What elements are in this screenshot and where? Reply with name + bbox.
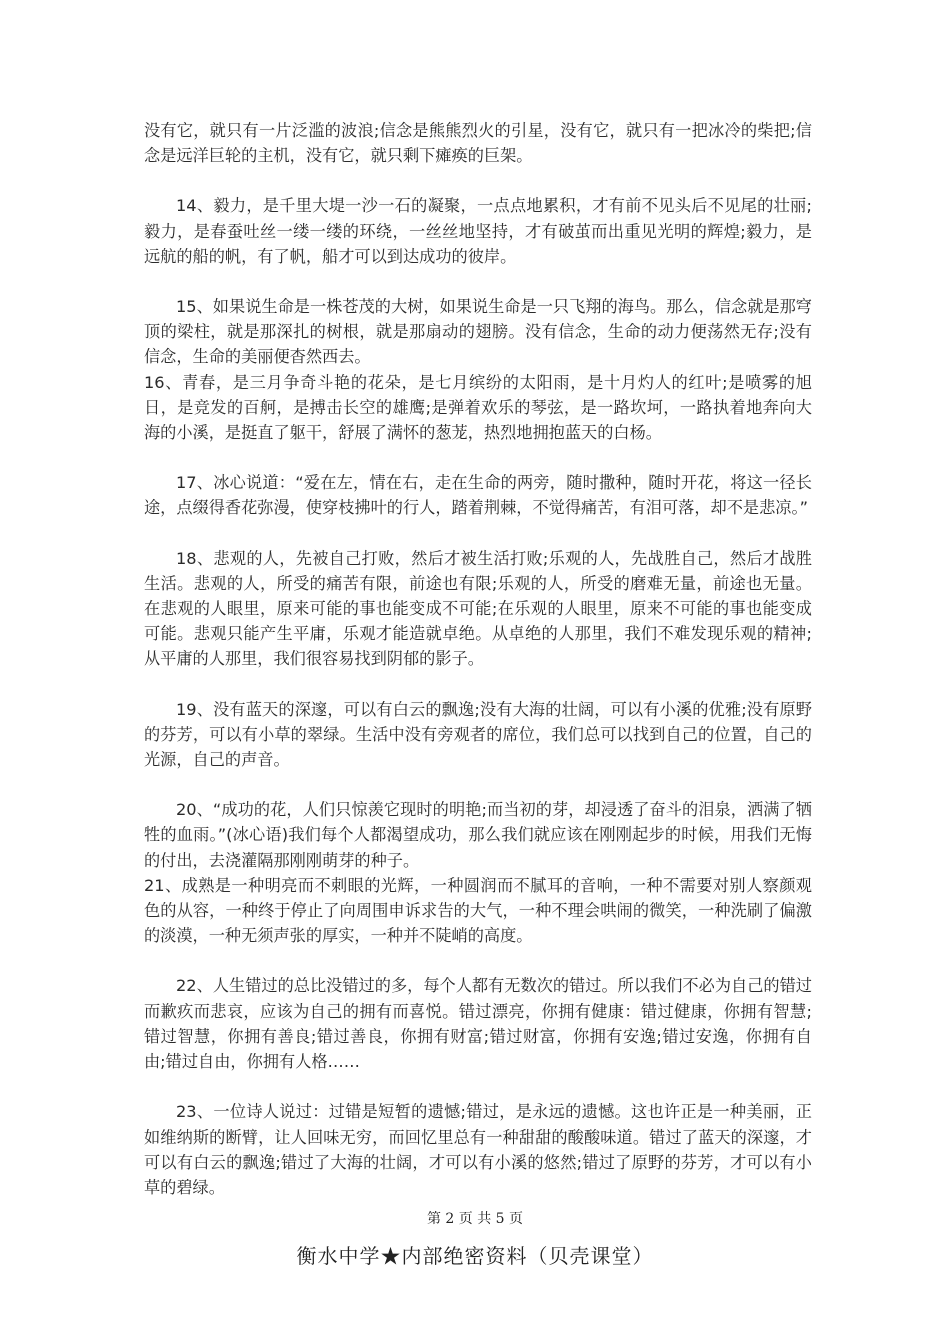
page-footer: 衡水中学★内部绝密资料（贝壳课堂） <box>296 1244 654 1268</box>
paragraph-18: 18、悲观的人，先被自己打败，然后才被生活打败;乐观的人，先战胜自己，然后才战胜生活。悲观的人，所受的痛苦有限，前途也有限;乐观的人，所受的磨难无量，前途也无量。在悲观的人眼里，原来可能的事也能变成不可能;在乐观的人眼里，原来不可能的事也能变成可能。悲观只能产生平庸，乐观才能造就卓绝。从卓绝的人那里，我们不难发现乐观的精神;从平庸的人那里，我们很容易找到阴郁的影子。 <box>144 548 812 669</box>
paragraph-23: 23、一位诗人说过：过错是短暂的遗憾;错过，是永远的遗憾。这也许正是一种美丽，正如维纳斯的断臂，让人回味无穷，而回忆里总有一种甜甜的酸酸味道。错过了蓝天的深邃，才可以有白云的飘逸;错过了大海的壮阔，才可以有小溪的悠然;错过了原野的芬芳，才可以有小草的碧绿。 <box>144 1102 812 1197</box>
paragraph-21: 21、成熟是一种明亮而不刺眼的光辉，一种圆润而不腻耳的音响，一种不需要对别人察颜观色的从容，一种终于停止了向周围申诉求告的大气，一种不理会哄闹的微笑，一种洗刷了偏激的淡漠，一种无须声张的厚实，一种并不陡峭的高度。 <box>144 875 812 946</box>
page-number: 第 2 页 共 5 页 <box>426 1211 524 1227</box>
document-body <box>144 118 812 1200</box>
paragraph-17: 17、冰心说道：“爱在左，情在右，走在生命的两旁，随时撒种，随时开花，将这一径长途，点缀得香花弥漫，使穿枝拂叶的行人，踏着荆棘，不觉得痛苦，有泪可落，却不是悲凉。” <box>144 473 812 518</box>
paragraph-16: 16、青春，是三月争奇斗艳的花朵，是七月缤纷的太阳雨，是十月灼人的红叶;是喷雾的旭日，是竞发的百舸，是搏击长空的雄鹰;是弹着欢乐的琴弦，是一路坎坷，一路执着地奔向大海的小溪，是挺直了躯干，舒展了满怀的葱茏，热烈地拥抱蓝天的白杨。 <box>144 372 812 443</box>
paragraph-15: 15、如果说生命是一株苍茂的大树，如果说生命是一只飞翔的海鸟。那么，信念就是那穹顶的梁柱，就是那深扎的树根，就是那扇动的翅膀。没有信念，生命的动力便荡然无存;没有信念，生命的美丽便杳然西去。 <box>144 297 812 367</box>
paragraph-19: 19、没有蓝天的深邃，可以有白云的飘逸;没有大海的壮阔，可以有小溪的优雅;没有原野的芬芳，可以有小草的翠绿。生活中没有旁观者的席位，我们总可以找到自己的位置，自己的光源，自己的声音。 <box>144 699 812 770</box>
paragraph-14: 14、毅力，是千里大堤一沙一石的凝聚，一点点地累积，才有前不见头后不见尾的壮丽;毅力，是春蚕吐丝一缕一缕的环绕，一丝丝地坚持，才有破茧而出重见光明的辉煌;毅力，是远航的船的帆，有了帆，船才可以到达成功的彼岸。 <box>144 196 812 266</box>
paragraph-20: 20、“成功的花，人们只惊羡它现时的明艳;而当初的芽，却浸透了奋斗的泪泉，洒满了牺牲的血雨。”(冰心语)我们每个人都渴望成功，那么我们就应该在刚刚起步的时候，用我们无悔的付出，去浇灌隔那刚刚萌芽的种子。 <box>144 800 812 870</box>
paragraph-22: 22、人生错过的总比没错过的多，每个人都有无数次的错过。所以我们不必为自己的错过而歉疚而悲哀，应该为自己的拥有而喜悦。错过漂亮，你拥有健康：错过健康，你拥有智慧;错过智慧，你拥有善良;错过善良，你拥有财富;错过财富，你拥有安逸;错过安逸，你拥有自由;错过自由，你拥有人格…… <box>144 976 812 1072</box>
paragraph-continuation: 没有它，就只有一片泛滥的波浪;信念是熊熊烈火的引星，没有它，就只有一把冰冷的柴把;信念是远洋巨轮的主机，没有它，就只剩下瘫痪的巨架。 <box>144 121 812 166</box>
